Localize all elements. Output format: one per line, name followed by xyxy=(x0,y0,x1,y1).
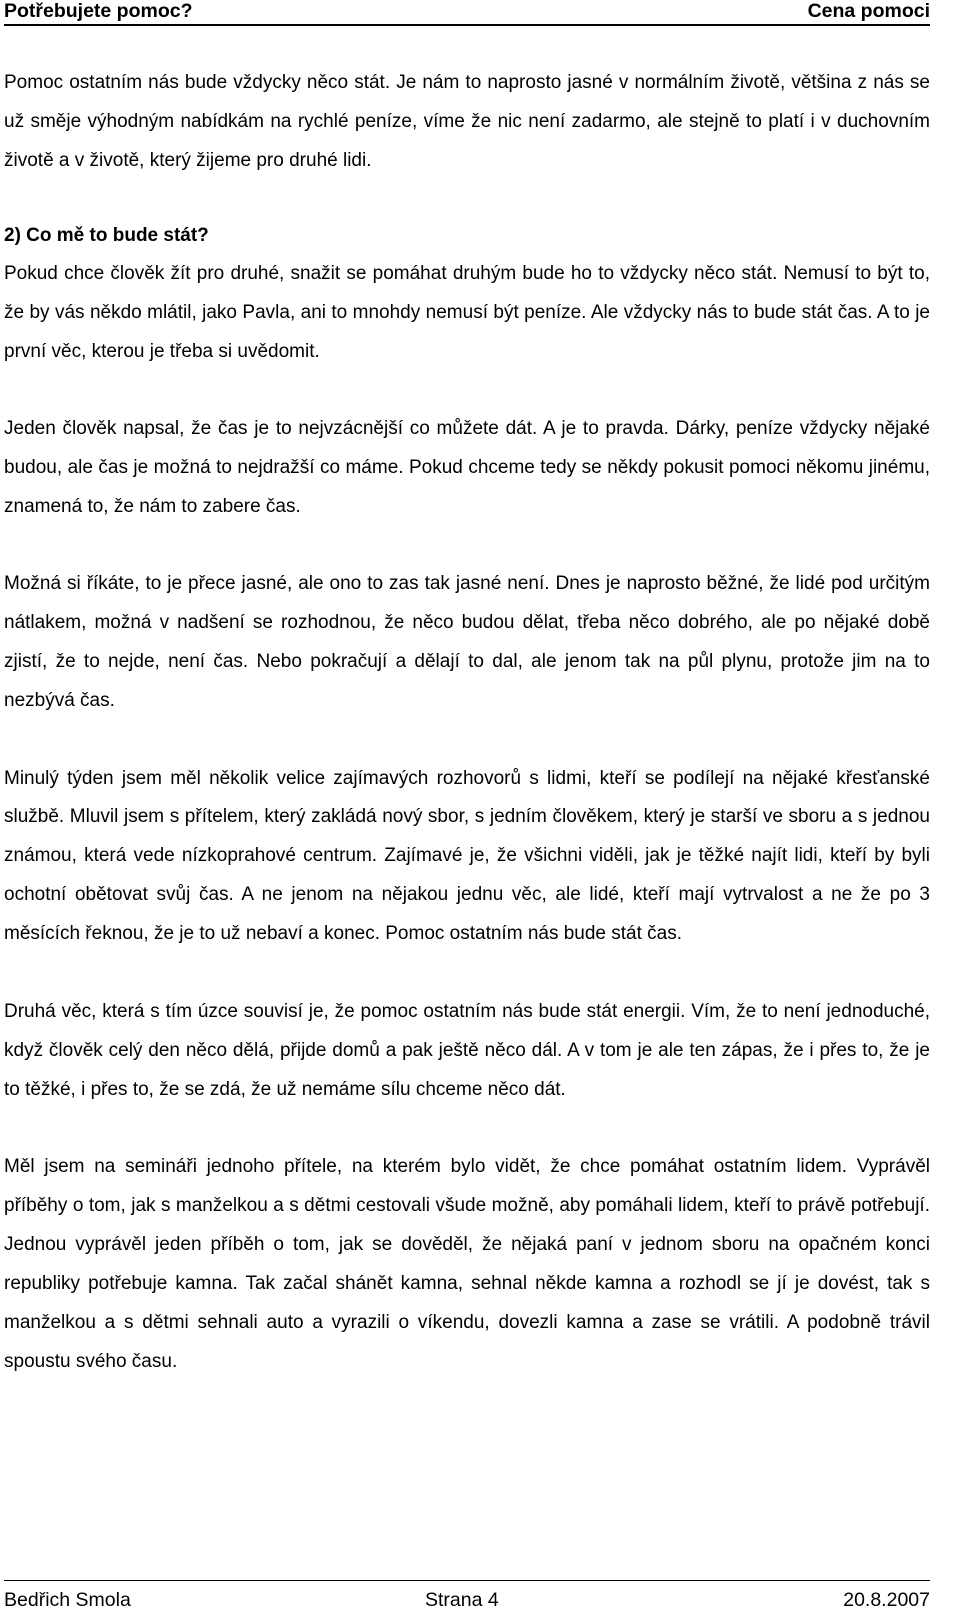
paragraph-gap xyxy=(4,721,930,760)
document-body xyxy=(4,64,930,1381)
page-footer xyxy=(4,1580,930,1614)
footer-page-number: Strana 4 xyxy=(425,1589,499,1611)
paragraph-gap xyxy=(4,181,930,217)
intro-paragraph: Pomoc ostatním nás bude vždycky něco stát. Je nám to naprosto jasné v normálním životě, většina z nás se už směje výhodným nabídkám na rychlé peníze, víme že nic není zadarmo, ale stejně to platí i v duchovním životě a v životě, který žijeme pro druhé lidi. xyxy=(4,72,930,171)
paragraph-gap xyxy=(4,527,930,566)
header-title: Potřebujete pomoc? xyxy=(4,0,193,22)
paragraph-gap xyxy=(4,1109,930,1148)
paragraph-gap xyxy=(4,371,930,410)
paragraph-1: Pokud chce člověk žít pro druhé, snažit se pomáhat druhým bude ho to vždycky něco stát. Nemusí to být to, že by vás někdo mlátil, jako Pavla, ani to mnohdy nemusí být peníze. Ale vždycky nás to bude stát čas. A to je první věc, kterou je třeba si uvědomit. xyxy=(4,262,930,362)
footer-author: Bedřich Smola xyxy=(4,1589,131,1611)
footer-date: 20.8.2007 xyxy=(843,1589,930,1611)
paragraph-6: Měl jsem na semináři jednoho přítele, na kterém bylo vidět, že chce pomáhat ostatním lidem. Vyprávěl příběhy o tom, jak s manželkou a s dětmi cestovali všude možně, aby pomáhali lidem, kteří to právě potřebují. Jednou vyprávěl jeden příběh o tom, jak se dověděl, že nějaká paní v jednom sboru na opačném konci republiky potřebuje kamna. Tak začal shánět kamna, sehnal někde kamna a rozhodl se jí je dovést, tak s manželkou a s dětmi sehnali auto a vyrazili o víkendu, dovezli kamna a zase se vrátili. A podobně trávil spoustu svého času. xyxy=(4,1156,930,1372)
paragraph-2: Jeden člověk napsal, že čas je to nejvzácnější co můžete dát. A je to pravda. Dárky, peníze vždycky nějaké budou, ale čas je možná to nejdražší co máme. Pokud chceme tedy se někdy pokusit pomoci někomu jinému, znamená to, že nám to zabere čas. xyxy=(4,418,930,517)
paragraph-3: Možná si říkáte, to je přece jasné, ale ono to zas tak jasné není. Dnes je naprosto běžné, že lidé pod určitým nátlakem, možná v nadšení se rozhodnou, že něco budou dělat, třeba něco dobrého, ale po nějaké době zjistí, že to nejde, není čas. Nebo pokračují a dělají to dal, ale jenom tak na půl plynu, protože jim na to nezbývá čas. xyxy=(4,573,930,712)
page-header xyxy=(4,0,930,26)
paragraph-5: Druhá věc, která s tím úzce souvisí je, že pomoc ostatním nás bude stát energii. Vím, že to není jednoduché, když člověk celý den něco dělá, přijde domů a pak ještě něco dál. A v tom je ale ten zápas, že i přes to, že je to těžké, i přes to, že se zdá, že už nemáme sílu chceme něco dát. xyxy=(4,1000,930,1100)
section-heading: 2) Co mě to bude stát? xyxy=(4,224,209,246)
paragraph-4: Minulý týden jsem měl několik velice zajímavých rozhovorů s lidmi, kteří se podílejí na nějaké křesťanské službě. Mluvil jsem s přítelem, který zakládá nový sbor, s jedním člověkem, který je starší ve sboru a s jednou známou, která vede nízkoprahové centrum. Zajímavé je, že všichni viděli, jak je těžké najít lidi, kteří by byli ochotní obětovat svůj čas. A ne jenom na nějakou jednu věc, ale lidé, kteří mají vytrvalost a ne že po 3 měsících řeknou, že je to už nebaví a konec. Pomoc ostatním nás bude stát čas. xyxy=(4,767,930,945)
paragraph-gap xyxy=(4,954,930,993)
header-section: Cena pomoci xyxy=(807,0,930,22)
